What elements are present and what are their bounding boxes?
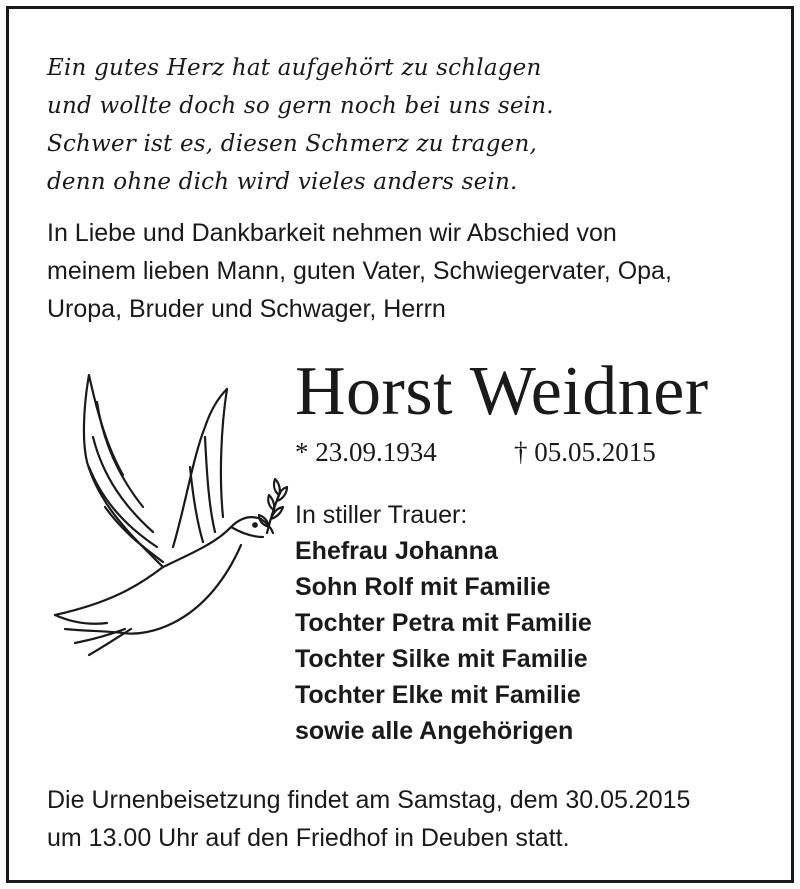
poem-line: Schwer ist es, diesen Schmerz zu tragen, [47, 131, 537, 157]
birth-date: * 23.09.1934 [295, 437, 437, 467]
mourner-item: Tochter Elke mit Familie [295, 681, 581, 709]
burial-notice [47, 781, 690, 857]
obituary-frame [6, 6, 794, 883]
poem-line: und wollte doch so gern noch bei uns sein. [47, 93, 554, 119]
death-date: † 05.05.2015 [514, 437, 656, 467]
dove-with-olive-branch-icon [45, 367, 295, 667]
burial-notice-line: um 13.00 Uhr auf den Friedhof in Deuben statt. [47, 824, 570, 852]
intro-line: meinem lieben Mann, guten Vater, Schwiegervater, Opa, [47, 257, 672, 285]
deceased-name: Horst Weidner [295, 353, 709, 430]
poem [47, 49, 554, 201]
poem-line: Ein gutes Herz hat aufgehört zu schlagen [47, 55, 542, 81]
mourners-heading: In stiller Trauer: [295, 501, 468, 529]
mourners-list [295, 497, 592, 749]
mourner-item: sowie alle Angehörigen [295, 717, 574, 745]
poem-line: denn ohne dich wird vieles anders sein. [47, 169, 518, 195]
mourner-item: Tochter Silke mit Familie [295, 645, 588, 673]
mourner-item: Tochter Petra mit Familie [295, 609, 592, 637]
mourner-item: Ehefrau Johanna [295, 537, 498, 565]
mourner-item: Sohn Rolf mit Familie [295, 573, 551, 601]
intro-text [47, 214, 767, 328]
burial-notice-line: Die Urnenbeisetzung findet am Samstag, dem 30.05.2015 [47, 786, 691, 814]
intro-line: In Liebe und Dankbarkeit nehmen wir Abschied von [47, 219, 617, 247]
intro-line: Uropa, Bruder und Schwager, Herrn [47, 295, 446, 323]
